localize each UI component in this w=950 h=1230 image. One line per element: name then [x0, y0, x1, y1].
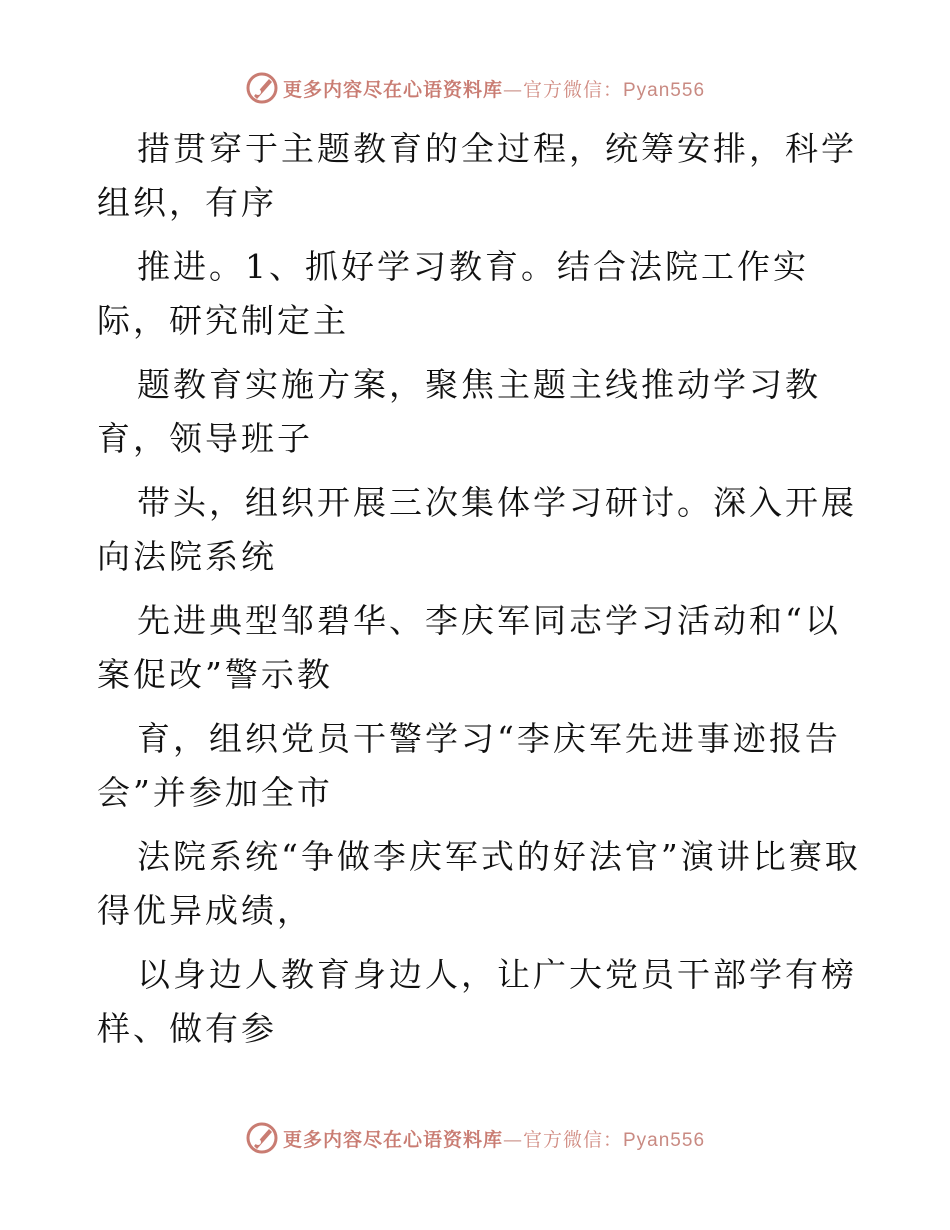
watermark-text [283, 75, 705, 102]
watermark-main: 更多内容尽在心语资料库 [282, 78, 503, 101]
document-body [97, 122, 867, 1066]
watermark-separator: — [502, 1128, 523, 1151]
paragraph: 带头，组织开展三次集体学习研讨。深入开展向法院系统 [97, 483, 857, 576]
paragraph: 育，组织党员干警学习“李庆军先进事迹报告会”并参加全市 [97, 719, 841, 812]
paragraph: 以身边人教育身边人，让广大党员干部学有榜样、做有参 [97, 955, 857, 1048]
pen-logo-icon [245, 71, 279, 105]
header-watermark [0, 68, 950, 108]
watermark-main: 更多内容尽在心语资料库 [282, 1128, 503, 1151]
watermark-text [283, 1125, 705, 1152]
watermark-id: Pyan556 [623, 1129, 706, 1151]
watermark-suffix: 官方微信： [522, 78, 623, 101]
paragraph: 措贯穿于主题教育的全过程，统筹安排，科学组织，有序 [97, 129, 857, 222]
paragraph: 法院系统“争做李庆军式的好法官”演讲比赛取得优异成绩， [97, 837, 861, 930]
paragraph: 先进典型邹碧华、李庆军同志学习活动和“以案促改”警示教 [97, 601, 841, 694]
pen-logo-icon [245, 1121, 279, 1155]
paragraph: 题教育实施方案，聚焦主题主线推动学习教育，领导班子 [97, 365, 821, 458]
watermark-separator: — [502, 78, 523, 101]
watermark-suffix: 官方微信： [522, 1128, 623, 1151]
watermark-id: Pyan556 [623, 79, 706, 101]
paragraph: 推进。1、抓好学习教育。结合法院工作实际，研究制定主 [97, 247, 809, 340]
footer-watermark [0, 1118, 950, 1158]
